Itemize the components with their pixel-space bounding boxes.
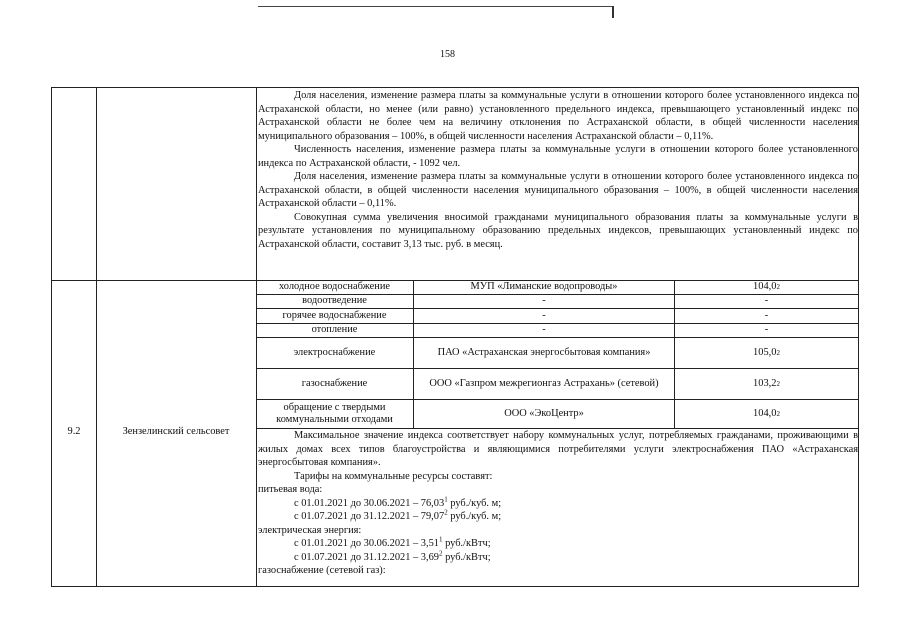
service-name: газоснабжение bbox=[301, 377, 368, 389]
service-name: электроснабжение bbox=[293, 346, 376, 358]
header-rule-tick bbox=[612, 6, 614, 18]
document-table bbox=[51, 87, 859, 587]
tariff-line bbox=[258, 510, 858, 524]
upper-text-block bbox=[258, 89, 858, 251]
service-name: обращение с твердыми коммунальными отходами bbox=[276, 401, 393, 425]
tariff-line bbox=[258, 537, 858, 551]
page-number: 158 bbox=[440, 49, 455, 60]
tariff-unit: руб./куб. м; bbox=[447, 511, 502, 522]
tariff-label: питьевая вода: bbox=[258, 484, 323, 495]
service-provider: - bbox=[542, 324, 546, 335]
service-provider: ООО «Газпром межрегионгаз Астрахань» (сетевой) bbox=[429, 377, 659, 389]
service-provider: ПАО «Астраханская энергосбытовая компания» bbox=[437, 346, 651, 358]
tariff-value: с 01.01.2021 до 30.06.2021 – 3,51 bbox=[294, 538, 439, 549]
paragraph: Численность населения, изменение размера платы за коммунальные услуги в отношении которого более установленного индекса по Астраханской области, - 1092 чел. bbox=[258, 144, 858, 169]
paragraph: Доля населения, изменение размера платы за коммунальные услуги в отношении которого более установленного индекса по Астраханской области, но менее (или равно) установленного предельного индекса, превышающего установленный индекс по Астраханской области не более чем на величину отклонения по Астраханской области, в общей численности населения муниципального образования – 100%, в общей численности населения Астраханской области – 0,11%. bbox=[258, 90, 858, 142]
index-value: 104,0 bbox=[753, 281, 777, 292]
index-value: 105,0 bbox=[753, 346, 777, 358]
service-index: - bbox=[764, 324, 769, 335]
tariff-unit: руб./кВтч; bbox=[442, 551, 491, 563]
service-index: 103,2 2 bbox=[753, 377, 780, 389]
tariff-value: с 01.07.2021 до 31.12.2021 – 3,69 bbox=[294, 551, 439, 563]
tariff-value: с 01.07.2021 до 31.12.2021 – 79,07 bbox=[294, 511, 445, 522]
service-index: 104,0 2 bbox=[753, 281, 780, 292]
service-index: 104,0 2 bbox=[753, 407, 780, 419]
tariff-label: электрическая энергия: bbox=[258, 524, 362, 536]
tariff-unit: руб./куб. м; bbox=[447, 497, 502, 509]
paragraph: Доля населения, изменение размера платы за коммунальные услуги в отношении которого более установленного индекса по Астраханской области, в общей численности населения муниципального образования – 100%, в общей численности населения Астраханской области – 0,11%. bbox=[258, 171, 858, 209]
index-value: 103,2 bbox=[753, 377, 777, 389]
paragraph: Тарифы на коммунальные ресурсы составят: bbox=[294, 470, 493, 482]
tariff-label: газоснабжение (сетевой газ): bbox=[258, 565, 386, 576]
tariff-line bbox=[258, 497, 858, 511]
tariff-value: с 01.01.2021 до 30.06.2021 – 76,03 bbox=[294, 497, 445, 509]
service-provider: - bbox=[542, 309, 546, 321]
paragraph: Совокупная сумма увеличения вносимой гражданами муниципального образования платы за коммунальные услуги в результате установления по муниципальному образованию предельных индексов, превышающих установленный индекс по Астраханской области, составит 3,13 тыс. руб. в месяц. bbox=[258, 211, 858, 250]
footnote-mark: 2 bbox=[438, 549, 443, 558]
lower-text-block bbox=[258, 429, 858, 578]
service-index: 105,0 2 bbox=[753, 346, 780, 358]
footnote-mark: 1 bbox=[438, 535, 443, 544]
column-divider-1 bbox=[96, 88, 97, 586]
service-provider: - bbox=[542, 295, 546, 306]
service-provider: МУП «Лиманские водопроводы» bbox=[470, 281, 618, 292]
municipality-name: Зензелинский сельсовет bbox=[122, 426, 230, 437]
paragraph: Максимальное значение индекса соответствует набору коммунальных услуг, потребляемых гражданами, проживающими в жилых домах всех типов благоустройства и являющимися потребителями услуги электроснабжения ПАО «Астраханская энергосбытовая компания». bbox=[258, 430, 858, 468]
service-provider: ООО «ЭкоЦентр» bbox=[504, 407, 584, 419]
tariff-unit: руб./кВтч; bbox=[442, 538, 491, 549]
service-name: горячее водоснабжение bbox=[282, 309, 387, 321]
footnote-mark: 2 bbox=[444, 508, 448, 517]
tariff-line bbox=[258, 551, 858, 565]
service-index: - bbox=[764, 295, 769, 306]
header-rule bbox=[258, 6, 614, 7]
index-value: 104,0 bbox=[753, 407, 777, 419]
service-name: отопление bbox=[311, 324, 358, 335]
service-name: холодное водоснабжение bbox=[279, 281, 390, 292]
row-number: 9.2 bbox=[67, 426, 81, 437]
footnote-mark: 1 bbox=[444, 495, 448, 504]
service-name: водоотведение bbox=[302, 295, 367, 306]
service-index: - bbox=[764, 309, 769, 321]
